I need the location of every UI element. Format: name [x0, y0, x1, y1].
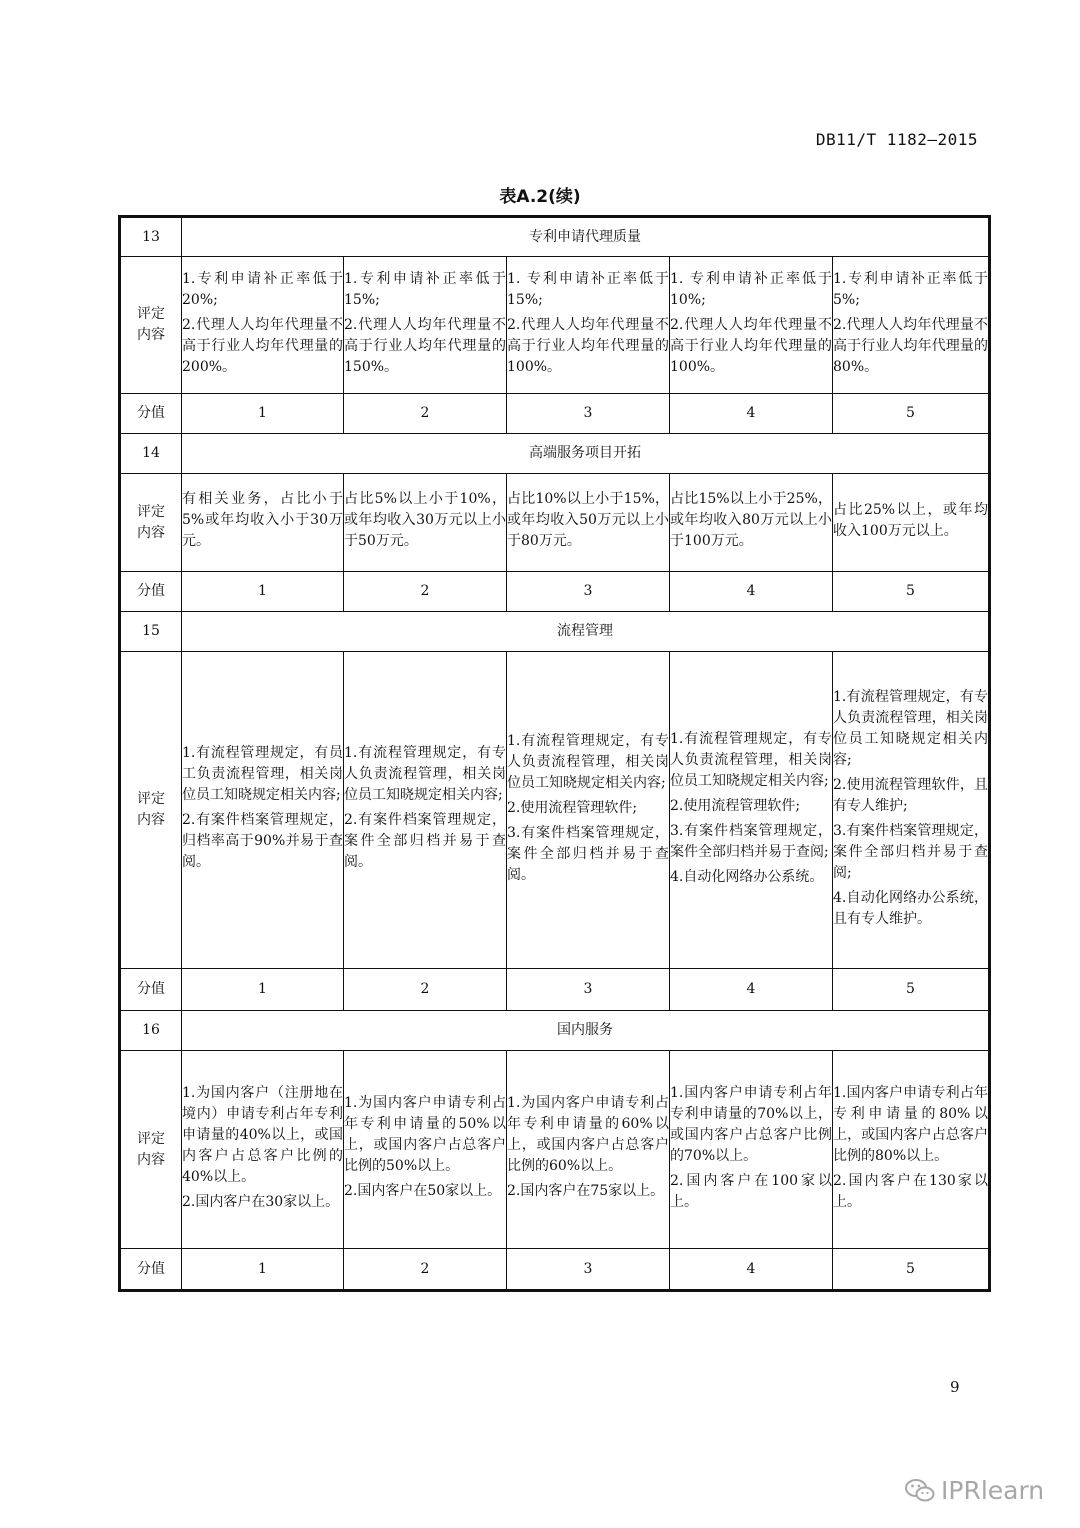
score-value: 4	[670, 969, 833, 1011]
score-value: 5	[833, 572, 990, 612]
criteria-cell	[344, 652, 507, 969]
criteria-text: 2.国内客户在50家以上。	[344, 1183, 502, 1199]
criteria-text: 2.代理人人均年代理量不高于行业人均年代理量的100%。	[670, 316, 832, 375]
criteria-text: 1.为国内客户申请专利占年专利申请量的50%以上，或国内客户占总客户比例的50%以上。	[344, 1095, 506, 1174]
criteria-cell	[670, 257, 833, 394]
criteria-text: 占比25%以上，或年均收入100万元以上。	[833, 501, 989, 539]
eval-label	[120, 1051, 182, 1249]
criteria-text: 2.国内客户在130家以上。	[833, 1172, 989, 1210]
criteria-text: 2.国内客户在100家以上。	[670, 1172, 832, 1210]
criteria-cell	[182, 474, 344, 572]
criteria-text: 占比15%以上小于25%，或年均收入80万元以上小于100万元。	[670, 491, 832, 549]
criteria-cell	[507, 474, 670, 572]
score-value: 1	[182, 572, 344, 612]
criteria-text: 1.专利申请补正率低于5%;	[833, 270, 989, 308]
criteria-row	[120, 257, 990, 394]
criteria-cell	[182, 1051, 344, 1249]
eval-label-text: 评定 内容	[137, 306, 165, 343]
criteria-text: 3.有案件档案管理规定，案件全部归档并易于查阅;	[833, 822, 989, 881]
watermark-text: IPRlearn	[941, 1476, 1045, 1505]
criteria-text: 1.专利申请补正率低于20%;	[182, 270, 343, 308]
criteria-text: 1.国内客户申请专利占年专利申请量的70%以上，或国内客户占总客户比例的70%以上。	[670, 1084, 832, 1164]
score-value: 5	[833, 394, 990, 434]
criteria-cell	[670, 474, 833, 572]
criteria-text: 2.国内客户在30家以上。	[182, 1193, 340, 1210]
score-value: 5	[833, 1249, 990, 1291]
criteria-cell	[507, 257, 670, 394]
eval-label-text: 评定 内容	[137, 503, 165, 541]
criteria-cell	[833, 1051, 990, 1249]
criteria-row	[120, 652, 990, 969]
section-number: 16	[120, 1011, 182, 1051]
score-label: 分值	[120, 394, 182, 434]
criteria-cell	[344, 257, 507, 394]
criteria-cell	[507, 1051, 670, 1249]
score-row	[120, 1249, 990, 1291]
criteria-text: 1.为国内客户（注册地在境内）申请专利占年专利申请量的40%以上，或国内客户占总客户比例的40%以上。	[182, 1084, 343, 1185]
criteria-text: 4.自动化网络办公系统。	[670, 868, 824, 885]
criteria-text: 1.有流程管理规定，有专人负责流程管理，相关岗位员工知晓规定相关内容;	[507, 732, 669, 791]
score-value: 1	[182, 969, 344, 1011]
criteria-cell	[182, 257, 344, 394]
watermark	[905, 1476, 1044, 1505]
criteria-row	[120, 1051, 990, 1249]
criteria-cell	[670, 652, 833, 969]
criteria-text: 占比10%以上小于15%，或年均收入50万元以上小于80万元。	[507, 491, 669, 549]
criteria-cell	[507, 652, 670, 969]
criteria-text: 4.自动化网络办公系统，且有专人维护。	[833, 889, 989, 927]
criteria-cell	[182, 652, 344, 969]
criteria-text: 2.使用流程管理软件;	[507, 799, 638, 816]
section-title: 国内服务	[182, 1011, 990, 1051]
criteria-text: 1.国内客户申请专利占年专利申请量的80%以上，或国内客户占总客户比例的80%以上。	[833, 1084, 989, 1164]
section-number: 13	[120, 217, 182, 257]
score-value: 1	[182, 1249, 344, 1291]
criteria-text: 3.有案件档案管理规定，案件全部归档并易于查阅;	[670, 822, 832, 860]
score-row	[120, 969, 990, 1011]
criteria-text: 占比5%以上小于10%，或年均收入30万元以上小于50万元。	[344, 491, 506, 549]
page-number: 9	[950, 1378, 960, 1396]
section-title: 专利申请代理质量	[182, 217, 990, 257]
score-row	[120, 572, 990, 612]
criteria-text: 1.为国内客户申请专利占年专利申请量的60%以上，或国内客户占总客户比例的60%以上。	[507, 1095, 669, 1174]
eval-label	[120, 257, 182, 394]
score-value: 5	[833, 969, 990, 1011]
section-header-row	[120, 217, 990, 257]
score-value: 2	[344, 1249, 507, 1291]
criteria-text: 2.有案件档案管理规定，归档率高于90%并易于查阅。	[182, 812, 343, 870]
criteria-text: 1.有流程管理规定，有员工负责流程管理，相关岗位员工知晓规定相关内容;	[182, 745, 343, 803]
wechat-icon	[905, 1478, 935, 1504]
criteria-cell	[344, 474, 507, 572]
score-value: 4	[670, 394, 833, 434]
criteria-text: 1.专利申请补正率低于15%;	[344, 270, 506, 308]
section-number: 14	[120, 434, 182, 474]
score-value: 3	[507, 969, 670, 1011]
criteria-text: 2.代理人人均年代理量不高于行业人均年代理量的100%。	[507, 316, 669, 375]
criteria-text: 2.代理人人均年代理量不高于行业人均年代理量的200%。	[182, 316, 343, 375]
criteria-text: 1.有流程管理规定，有专人负责流程管理，相关岗位员工知晓规定相关内容;	[670, 730, 832, 789]
section-title: 流程管理	[182, 612, 990, 652]
table-caption: 表A.2(续)	[499, 187, 581, 207]
criteria-text: 2.使用流程管理软件，且有专人维护;	[833, 776, 989, 814]
score-label: 分值	[120, 572, 182, 612]
score-value: 2	[344, 572, 507, 612]
criteria-row	[120, 474, 990, 572]
section-title: 高端服务项目开拓	[182, 434, 990, 474]
criteria-cell	[833, 652, 990, 969]
score-value: 3	[507, 1249, 670, 1291]
criteria-text: 2.有案件档案管理规定，案件全部归档并易于查阅。	[344, 812, 506, 870]
eval-label-text: 评定 内容	[137, 1130, 165, 1168]
eval-label	[120, 474, 182, 572]
criteria-text: 1. 专利申请补正率低于15%;	[507, 270, 669, 308]
score-value: 2	[344, 394, 507, 434]
score-value: 3	[507, 572, 670, 612]
criteria-cell	[833, 257, 990, 394]
criteria-text: 1. 专利申请补正率低于10%;	[670, 270, 832, 308]
score-label: 分值	[120, 969, 182, 1011]
criteria-cell	[344, 1051, 507, 1249]
criteria-text: 有相关业务，占比小于5%或年均收入小于30万元。	[182, 491, 343, 549]
criteria-text: 1.有流程管理规定，有专人负责流程管理，相关岗位员工知晓规定相关内容;	[833, 688, 989, 768]
criteria-text: 2.国内客户在75家以上。	[507, 1183, 665, 1199]
score-value: 4	[670, 1249, 833, 1291]
criteria-text: 2.代理人人均年代理量不高于行业人均年代理量的80%。	[833, 316, 989, 375]
criteria-text: 2.代理人人均年代理量不高于行业人均年代理量的150%。	[344, 316, 506, 375]
eval-label-text: 评定 内容	[137, 791, 165, 828]
score-value: 3	[507, 394, 670, 434]
score-value: 2	[344, 969, 507, 1011]
section-header-row	[120, 612, 990, 652]
score-value: 4	[670, 572, 833, 612]
score-value: 1	[182, 394, 344, 434]
section-header-row	[120, 1011, 990, 1051]
section-number: 15	[120, 612, 182, 652]
section-header-row	[120, 434, 990, 474]
criteria-text: 3.有案件档案管理规定，案件全部归档并易于查阅。	[507, 824, 669, 883]
document-code: DB11/T 1182—2015	[815, 130, 978, 149]
criteria-cell	[833, 474, 990, 572]
score-row	[120, 394, 990, 434]
eval-label	[120, 652, 182, 969]
criteria-text: 2.使用流程管理软件;	[670, 797, 801, 814]
evaluation-table	[118, 215, 991, 1292]
score-label: 分值	[120, 1249, 182, 1291]
criteria-cell	[670, 1051, 833, 1249]
criteria-text: 1.有流程管理规定，有专人负责流程管理，相关岗位员工知晓规定相关内容;	[344, 745, 506, 803]
